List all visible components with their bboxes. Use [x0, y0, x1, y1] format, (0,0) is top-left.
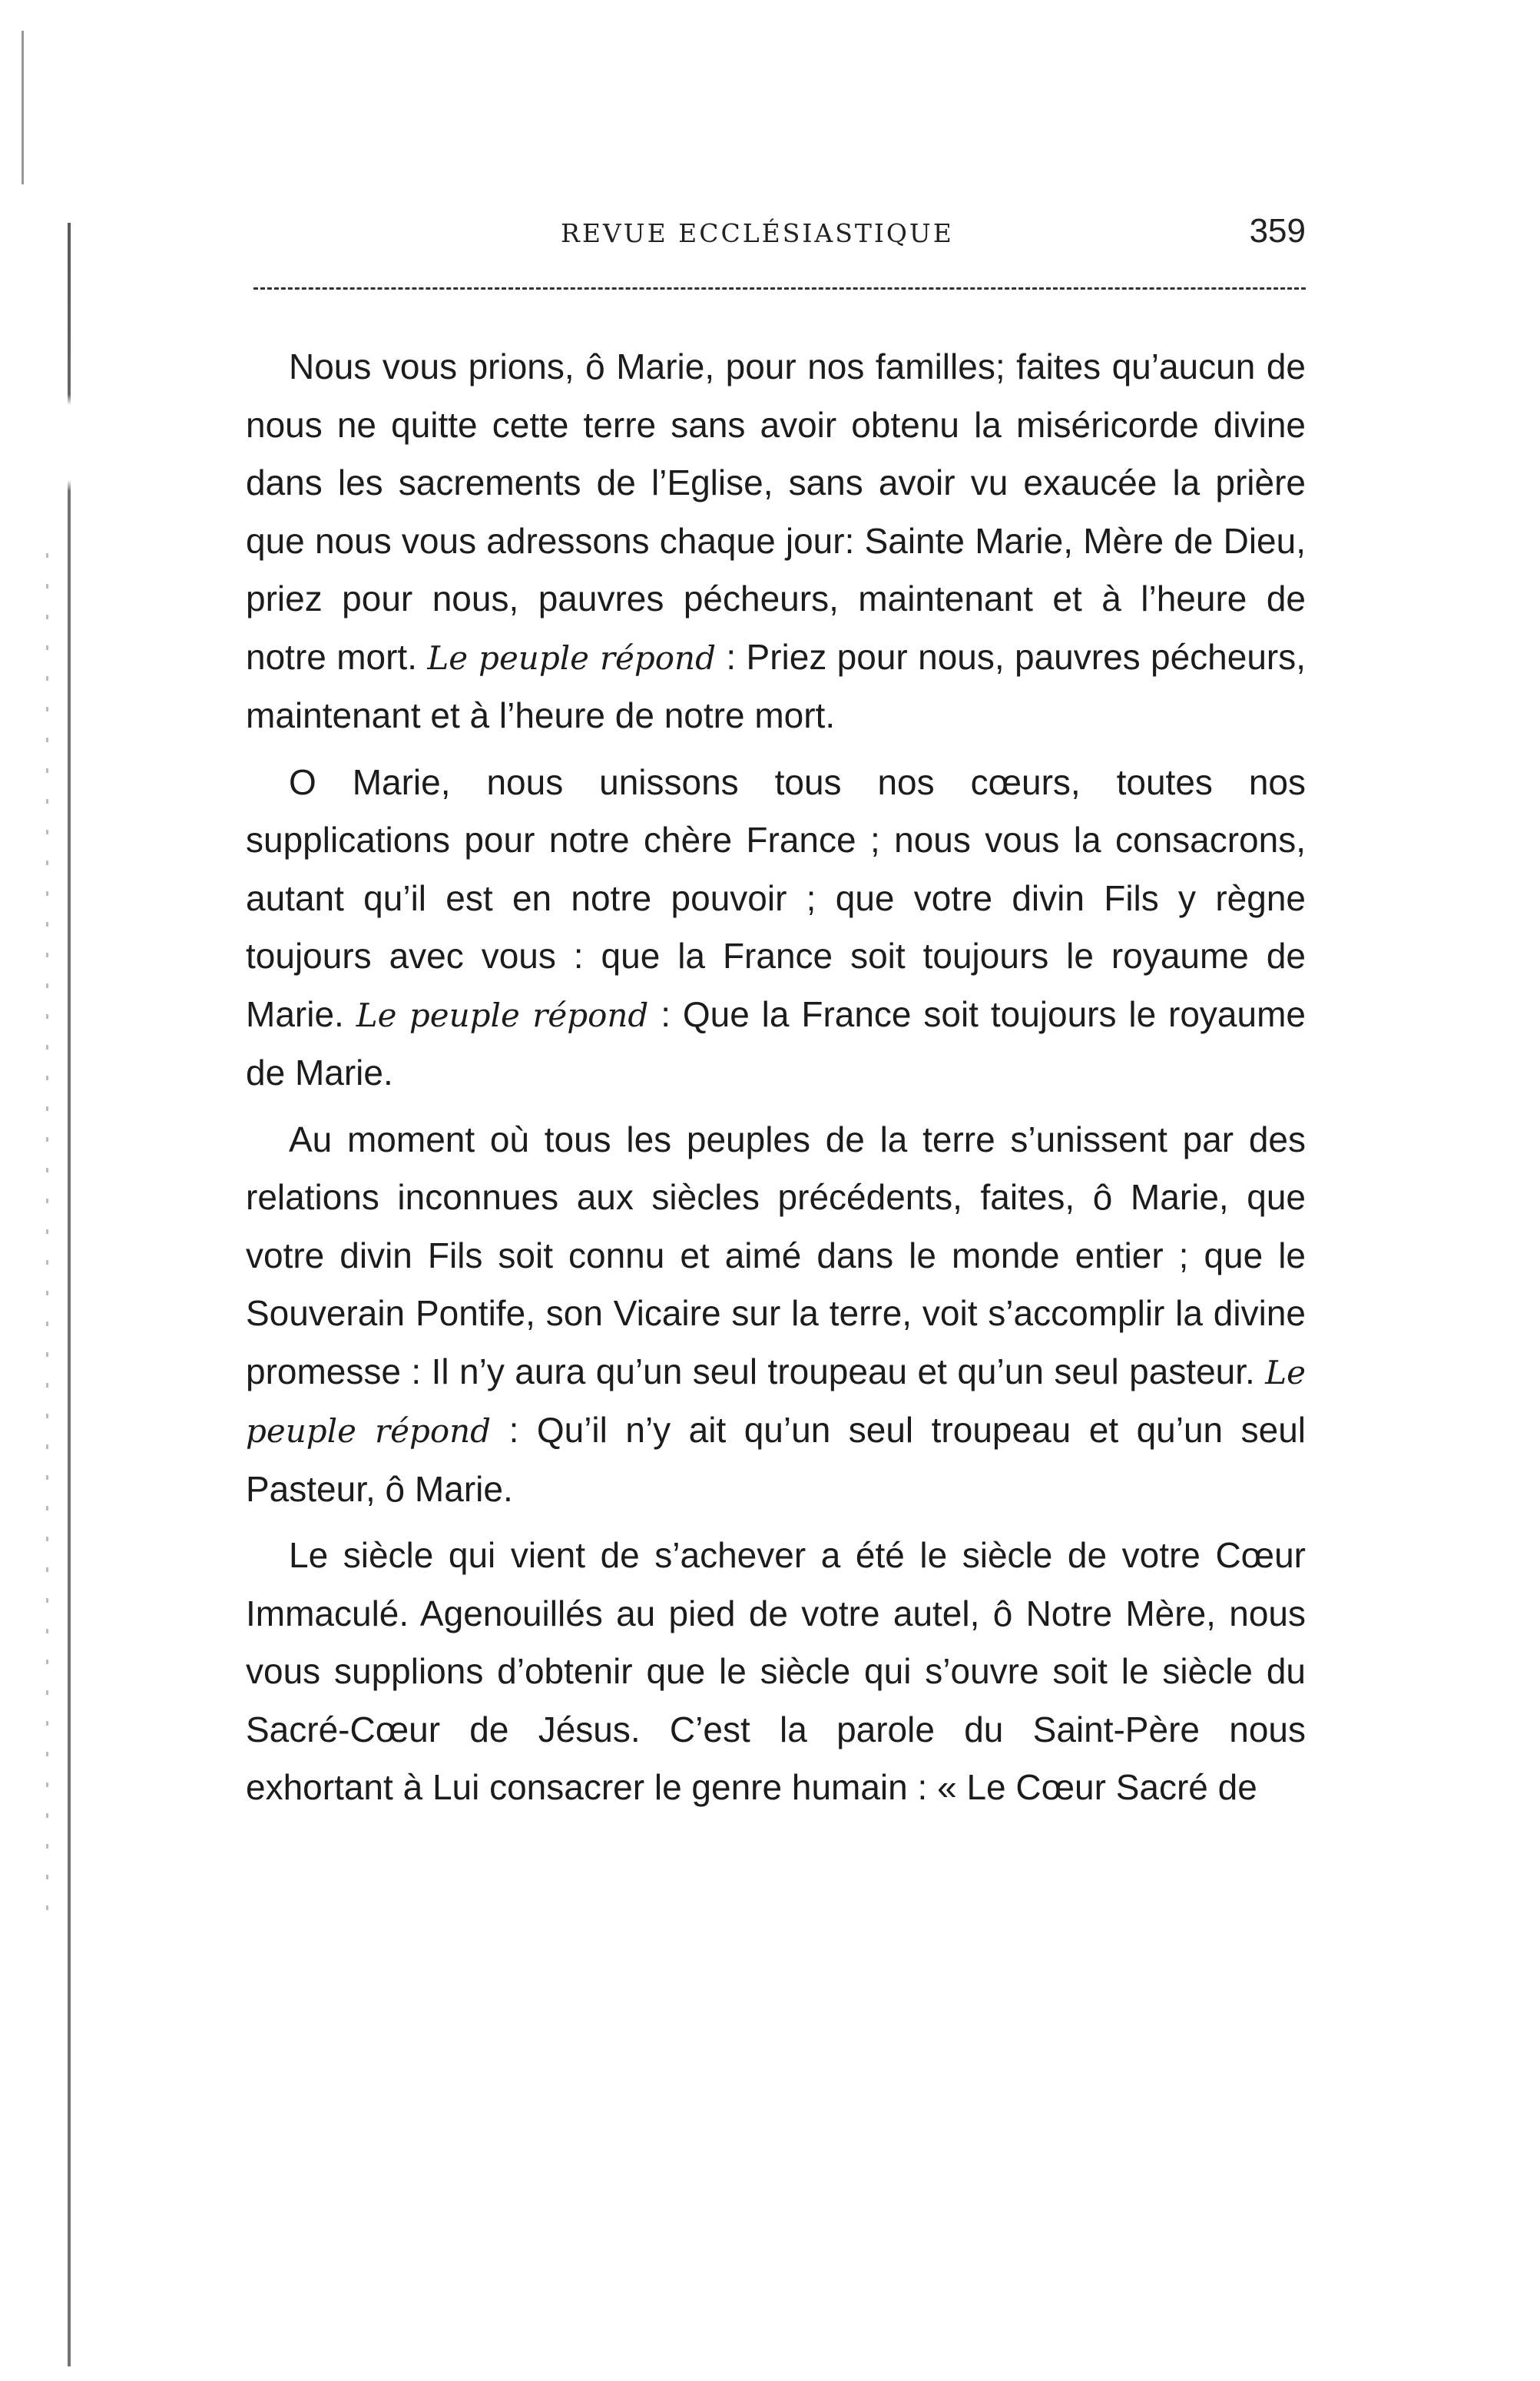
scan-gutter-marks — [46, 553, 48, 1936]
paragraph — [246, 1111, 1306, 1519]
paragraph-text: Le siècle qui vient de s’achever a été le siècle de votre Cœur Immaculé. Agenouillés au pied de votre autel, ô Notre Mère, nous vous supplions d’obtenir que le siècle qui s’ouvre soit le siècle du Sacré-Cœur de Jésus. C’est la parole du Saint-Père nous exhortant à Lui consacrer le genre humain : « Le Cœur Sacré de — [246, 1535, 1306, 1807]
page-body — [246, 338, 1306, 1826]
paragraph-response: : Que la France soit toujours le royaume de Marie. — [246, 993, 1307, 1093]
scan-gutter-line — [68, 223, 71, 2366]
page-header — [253, 212, 1306, 258]
running-title: REVUE ECCLÉSIASTIQUE — [561, 218, 954, 248]
paragraph — [246, 1527, 1306, 1817]
page-number: 359 — [1249, 212, 1306, 250]
rubric-emphasis: Le peuple répond — [356, 996, 649, 1034]
paragraph-text: O Marie, nous unissons tous nos cœurs, toutes nos supplications pour notre chère France ; nous vous la consacrons, autant qu’il est en notre pouvoir ; que votre divin Fils y règne toujours avec vous : que la France soit toujours le royaume de Marie. — [246, 761, 1306, 1034]
paragraph-text: Nous vous prions, ô Marie, pour nos familles; faites qu’aucun de nous ne quitte cette terre sans avoir obtenu la miséricorde divine dans les sacrements de l’Eglise, sans avoir vu exaucée la prière que nous vous adressons chaque jour: Sainte Marie, Mère de Dieu, priez pour nous, pauvres pécheurs, maintenant et à l’heure de notre mort. — [246, 347, 1306, 677]
paragraph-response: : Priez pour nous, pauvres pécheurs, maintenant et à l’heure de notre mort. — [246, 636, 1307, 735]
rubric-emphasis: Le peuple répond — [427, 638, 716, 677]
paragraph — [246, 338, 1306, 745]
rubric-emphasis: Le peuple répond — [246, 1353, 1307, 1450]
paragraph-text: Au moment où tous les peuples de la terre s’unissent par des relations inconnues aux siècles précédents, faites, ô Marie, que votre divin Fils soit connu et aimé dans le monde entier ; que le Souverain Pontife, son Vicaire sur la terre, voit s’accomplir la divine promesse : Il n’y aura qu’un seul troupeau et qu’un seul pasteur. — [246, 1119, 1306, 1391]
paragraph-response: : Qu’il n’y ait qu’un seul troupeau et qu’un seul Pasteur, ô Marie. — [246, 1410, 1307, 1509]
scan-edge-mark-top — [22, 31, 24, 184]
header-rule — [253, 287, 1306, 290]
paragraph — [246, 754, 1306, 1103]
